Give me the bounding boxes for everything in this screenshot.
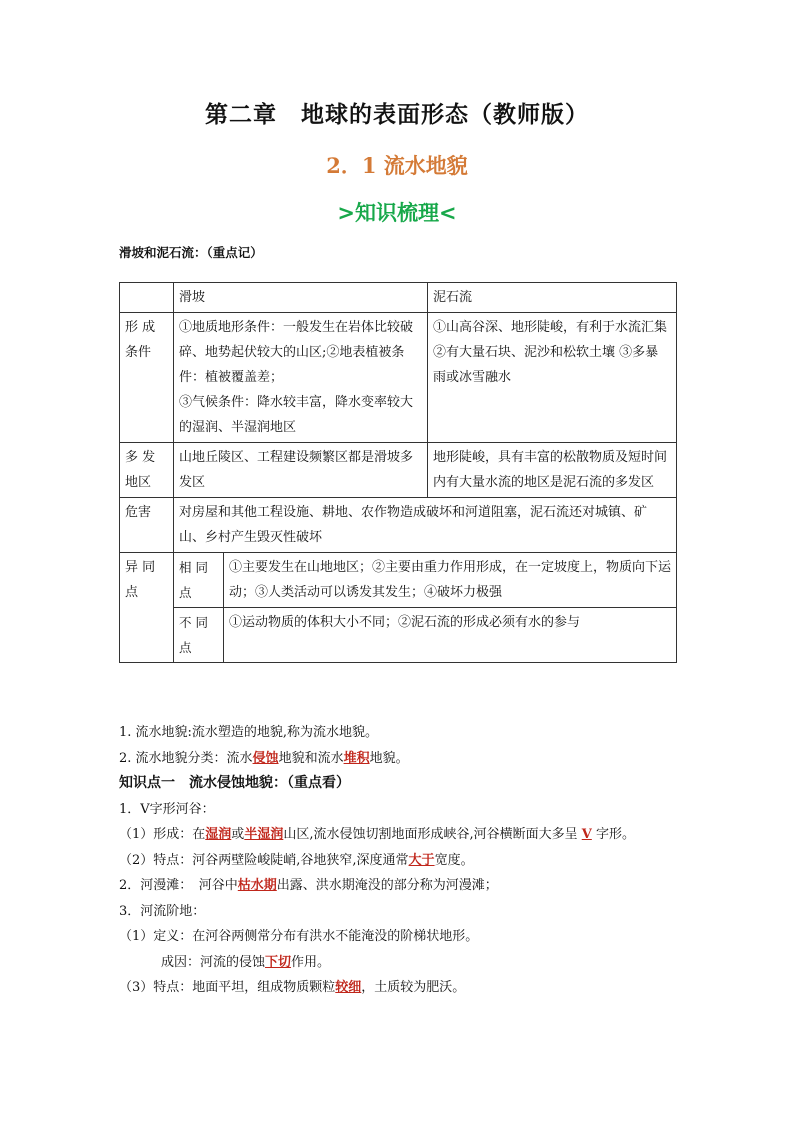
row-label-formation: 形 成条件 [120,313,174,443]
table-caption: 滑坡和泥石流：（重点记） [119,245,263,260]
keyword-erosion: 侵蚀 [252,750,279,766]
note-text: 字形。 [591,827,635,842]
note-text: 出露、洪水期淹没的部分称为河漫滩； [276,878,498,893]
terrace-cause [119,950,699,976]
note-text: 2．河漫滩： 河谷中 [119,878,238,893]
landslide-formation-text-2: ③气候条件：降水较丰富，降水变率较大的湿润、半湿润地区 [179,395,414,435]
note-text: 2. 流水地貌分类：流水 [119,750,253,766]
note-text: ，土质较为肥沃。 [361,980,466,995]
floodplain-note [119,873,699,899]
table-row [120,443,677,498]
v-valley-formation [119,822,699,848]
keyword-fine: 较细 [335,980,362,995]
keyword-downcut: 下切 [265,954,292,970]
keyword-v: V [581,827,592,842]
sub-label-same: 相 同点 [174,553,224,608]
cell-landslide-area: 山地丘陵区、工程建设频繁区都是滑坡多发区 [174,443,428,498]
keyword-dry-season: 枯水期 [237,878,277,893]
notes-section [119,720,699,1001]
table-row [120,608,677,663]
knowledge-banner: >知识梳理< [337,201,457,225]
keyword-semi-humid: 半湿润 [244,827,284,842]
note-text: 山区,流水侵蚀切割地面形成峡谷,河谷横断面大多呈 [283,827,582,842]
v-valley-feature [119,848,699,874]
cell-harm: 对房屋和其他工程设施、耕地、农作物造成破坏和河道阻塞，泥石流还对城镇、矿山、乡村产生毁灭性破坏 [174,498,677,553]
note-definition: 1. 流水地貌:流水塑造的地貌,称为流水地貌。 [119,725,379,740]
note-text: 地貌和流水 [278,750,344,766]
note-text: （1）形成：在 [119,827,206,842]
header-debris-flow: 泥石流 [428,283,677,313]
section-subtitle: 2．1 流水地貌 [326,153,468,178]
table-corner-cell [120,283,174,313]
table-header-row [120,283,677,313]
keyword-greater: 大于 [408,852,435,868]
table-row [120,553,677,608]
cell-diff: ①运动物质的体积大小不同；②泥石流的形成必须有水的参与 [224,608,677,663]
knowledge-point-heading: 知识点一 流水侵蚀地貌：（重点看） [119,775,350,791]
note-text: 成因：河流的侵蚀 [161,954,266,970]
note-text: （2）特点：河谷两壁险峻陡峭,谷地狭窄,深度通常 [119,852,409,868]
comparison-table [119,282,677,663]
terrace-heading: 3．河流阶地： [119,903,206,919]
terrace-feature [119,975,699,1001]
table-row [120,313,677,443]
cell-debris-formation: ①山高谷深、地形陡峻，有利于水流汇集 ②有大量石块、泥沙和松软土壤 ③多暴雨或冰雪融水 [428,313,677,443]
landslide-formation-text-1: ①地质地形条件：一般发生在岩体比较破碎、地势起伏较大的山区;②地表植被条件：植被覆盖差； [179,320,414,385]
terrace-definition: （1）定义：在河谷两侧常分布有洪水不能淹没的阶梯状地形。 [119,929,479,944]
sub-label-diff: 不 同点 [174,608,224,663]
header-landslide: 滑坡 [174,283,428,313]
cell-landslide-formation [174,313,428,443]
keyword-humid: 湿润 [205,827,232,842]
cell-same: ①主要发生在山地地区；②主要由重力作用形成，在一定坡度上，物质向下运动；③人类活动可以诱发其发生；④破坏力极强 [224,553,677,608]
note-classification [119,746,699,772]
row-label-area: 多 发地区 [120,443,174,498]
note-text: 地貌。 [369,750,409,766]
note-text: （3）特点：地面平坦，组成物质颗粒 [119,980,336,995]
note-text: 作用。 [291,954,331,970]
row-label-harm: 危害 [120,498,174,553]
cell-debris-area: 地形陡峻，具有丰富的松散物质及短时间内有大量水流的地区是泥石流的多发区 [428,443,677,498]
keyword-deposition: 堆积 [343,750,370,766]
v-valley-heading: 1．V字形河谷： [119,801,215,817]
table-row [120,498,677,553]
note-text: 宽度。 [434,852,474,868]
row-label-compare: 异 同点 [120,553,174,663]
page-title: 第二章 地球的表面形态（教师版） [205,102,589,128]
note-text: 或 [231,827,245,842]
